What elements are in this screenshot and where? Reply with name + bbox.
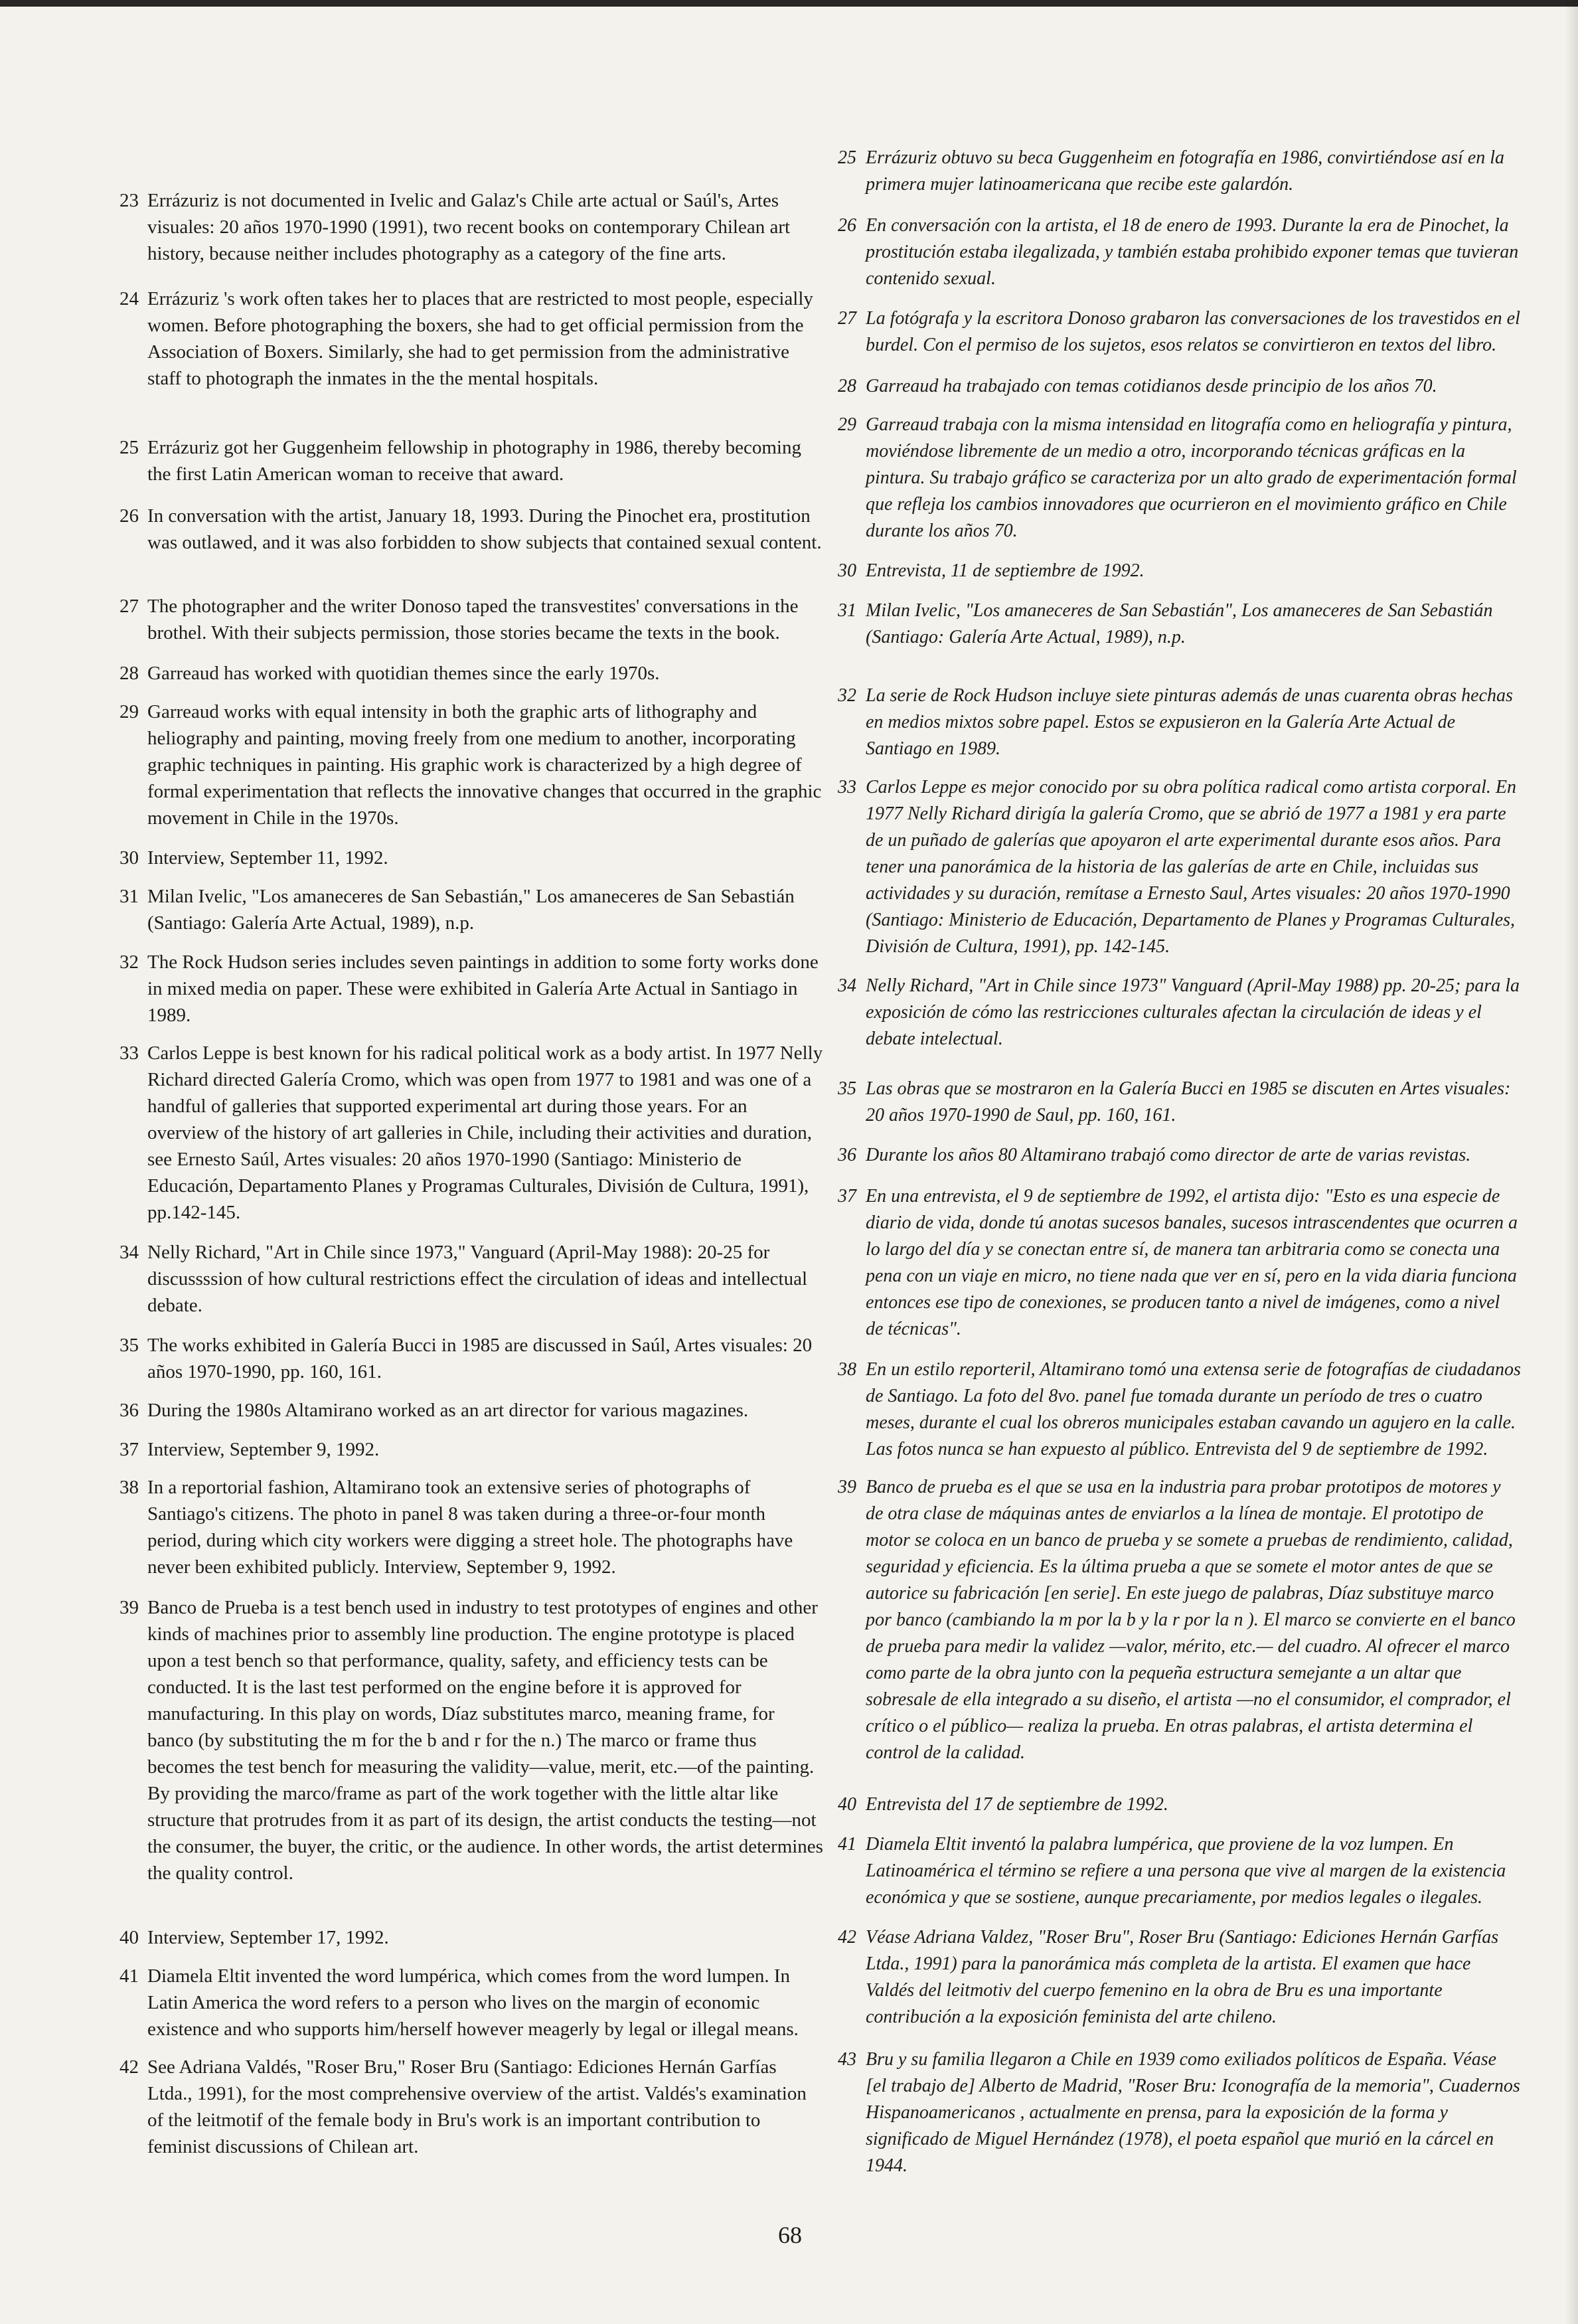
endnote-text: Nelly Richard, "Art in Chile since 1973" Vanguard (April-May 1988) pp. 20-25; para la exposición de cómo las restricciones culturales afectan la circulación de ideas y el debate intelectual. xyxy=(866,975,1520,1049)
endnote xyxy=(838,145,1522,198)
endnote-text: See Adriana Valdés, "Roser Bru," Roser Bru (Santiago: Ediciones Hernán Garfías Ltda., 1991), for the most comprehensive overview of the artist. Valdés's examination of the leitmotif of the female body in Bru's work is an important contribution to feminist discussions of Chilean art. xyxy=(147,2056,807,2157)
endnote-number: 30 xyxy=(119,847,139,869)
endnote-number: 32 xyxy=(119,952,139,973)
endnote-number: 42 xyxy=(119,2056,139,2078)
endnote-number: 42 xyxy=(838,1927,856,1948)
endnote-number: 36 xyxy=(119,1400,139,1421)
endnote-number: 40 xyxy=(119,1927,139,1948)
endnote-number: 31 xyxy=(838,600,856,621)
endnote-text: Véase Adriana Valdez, "Roser Bru", Roser Bru (Santiago: Ediciones Hernán Garfías Ltda., 1991) para la panorámica más completa de la artista. El examen que hace Valdés del leitmotiv del cuerpo femenino en la obra de Bru es una importante contribución a la exposición feminista del arte chileno. xyxy=(866,1927,1499,2027)
endnote-number: 25 xyxy=(838,147,856,168)
endnote xyxy=(838,1076,1522,1129)
endnote xyxy=(838,1924,1522,2031)
endnote xyxy=(119,187,823,267)
endnote xyxy=(119,503,823,556)
endnote-text: During the 1980s Altamirano worked as an art director for various magazines. xyxy=(147,1400,749,1421)
endnote xyxy=(838,2046,1522,2179)
endnote xyxy=(119,434,823,487)
endnote-number: 35 xyxy=(838,1078,856,1099)
page-edge-shadow xyxy=(1565,0,1578,2324)
endnote-text: En una entrevista, el 9 de septiembre de 1992, el artista dijo: "Esto es una especie de diario de vida, donde tú anotas sucesos banales, sucesos intrascendentes que ocurren a lo largo del día y se conectan entre sí, de manera tan arbitraria como se conecta una pena con un viaje en micro, no tiene nada que ver en sí, pero en la vida diaria funciona entonces ese tipo de conexiones, se producen tanto a nivel de imágenes, como a nivel de técnicas". xyxy=(866,1186,1518,1339)
endnote xyxy=(838,683,1522,762)
endnote-number: 41 xyxy=(119,1965,139,1987)
endnote xyxy=(119,845,823,871)
endnote-text: The Rock Hudson series includes seven paintings in addition to some forty works done in mixed media on paper. These were exhibited in Galería Arte Actual in Santiago in 1989. xyxy=(147,952,819,1026)
endnote xyxy=(838,1474,1522,1766)
endnote xyxy=(838,1357,1522,1463)
endnote-number: 28 xyxy=(119,663,139,684)
endnote-number: 40 xyxy=(838,1794,856,1815)
endnote xyxy=(119,1924,823,1951)
top-edge-shadow xyxy=(0,0,1578,7)
endnote-number: 37 xyxy=(119,1439,139,1460)
endnote xyxy=(838,1183,1522,1343)
endnote xyxy=(838,1791,1522,1818)
endnote-number: 37 xyxy=(838,1186,856,1206)
endnote-text: Durante los años 80 Altamirano trabajó como director de arte de varias revistas. xyxy=(866,1145,1471,1165)
endnote xyxy=(119,1040,823,1226)
endnote xyxy=(838,1831,1522,1911)
endnote xyxy=(838,774,1522,960)
endnote xyxy=(838,1142,1522,1169)
endnote-text: En un estilo reporteril, Altamirano tomó una extensa serie de fotografías de ciudadanos de Santiago. La foto del 8vo. panel fue tomada durante un período de tres o cuatro meses, durante el cual los obreros municipales estaban cavando un agujero en la calle. Las fotos nunca se han expuesto al público. Entrevista del 9 de septiembre de 1992. xyxy=(866,1359,1521,1459)
endnote xyxy=(838,558,1522,584)
endnote-number: 26 xyxy=(838,215,856,236)
endnote-text: La serie de Rock Hudson incluye siete pinturas además de unas cuarenta obras hechas en medios mixtos sobre papel. Estos se expusieron en la Galería Arte Actual de Santiago en 1989. xyxy=(866,685,1513,759)
endnote-text: Errázuriz 's work often takes her to places that are restricted to most people, especially women. Before photographing the boxers, she had to get official permission from the Association of Boxers. Similarly, she had to get permission from the administrative staff to photograph the inmates in the the mental hospitals. xyxy=(147,288,813,389)
endnote-text: En conversación con la artista, el 18 de enero de 1993. Durante la era de Pinochet, la prostitución estaba ilegalizada, y también estaba prohibido exponer temas que tuvieran contenido sexual. xyxy=(866,215,1519,289)
endnote xyxy=(838,373,1522,400)
endnote-number: 25 xyxy=(119,437,139,458)
endnote-text: Interview, September 11, 1992. xyxy=(147,847,388,869)
endnote xyxy=(838,305,1522,359)
endnote-number: 27 xyxy=(119,596,139,617)
endnote-number: 33 xyxy=(119,1042,139,1064)
endnote-number: 29 xyxy=(838,414,856,435)
endnote-text: Interview, September 9, 1992. xyxy=(147,1439,380,1460)
endnote-text: Milan Ivelic, "Los amaneceres de San Sebastián," Los amaneceres de San Sebastián (Santiago: Galería Arte Actual, 1989), n.p. xyxy=(147,886,795,934)
endnote-text: La fotógrafa y la escritora Donoso grabaron las conversaciones de los travestidos en el burdel. Con el permiso de los sujetos, esos relatos se convirtieron en textos del libro. xyxy=(866,308,1520,355)
endnote xyxy=(838,412,1522,544)
endnote-text: Garreaud has worked with quotidian themes since the early 1970s. xyxy=(147,663,660,684)
endnote-text: Entrevista, 11 de septiembre de 1992. xyxy=(866,560,1144,581)
endnote xyxy=(119,593,823,646)
endnote xyxy=(838,598,1522,651)
endnote xyxy=(119,1239,823,1319)
endnote-text: Banco de prueba es el que se usa en la industria para probar prototipos de motores y de otra clase de máquinas antes de enviarlos a la línea de montaje. El prototipo de motor se coloca en un banco de prueba y se somete a pruebas de rendimiento, calidad, seguridad y eficiencia. Es la última prueba a que se somete el motor antes de que se autorice su fabricación [en serie]. En este juego de palabras, Díaz substituye marco por banco (cambiando la m por la b y la r por la n ). El marco se convierte en el banco de prueba para medir la validez —valor, mérito, etc.— del cuadro. Al ofrecer el marco como parte de la obra junto con la pequeña estructura semejante a un altar que sobresale de ella integrado a su diseño, el artista —no el consumidor, el comprador, el crítico o el público— realiza la prueba. En otras palabras, el artista determina el control de la calidad. xyxy=(866,1477,1516,1763)
endnote-text: Entrevista del 17 de septiembre de 1992. xyxy=(866,1794,1168,1815)
endnote-text: Carlos Leppe is best known for his radical political work as a body artist. In 1977 Nelly Richard directed Galería Cromo, which was open from 1977 to 1981 and was one of a handful of galleries that supported experimental art during those years. For an overview of the history of art galleries in Chile, including their activities and duration, see Ernesto Saúl, Artes visuales: 20 años 1970-1990 (Santiago: Ministerio de Educación, Departamento Planes y Programas Culturales, División de Cultura, 1991), pp.142-145. xyxy=(147,1042,823,1223)
endnote-text: Bru y su familia llegaron a Chile en 1939 como exiliados políticos de España. Véase [el trabajo de] Alberto de Madrid, "Roser Bru: Iconografía de la memoria", Cuadernos Hispanoamericanos , actualmente en prensa, para la exposición de la forma y significado de Miguel Hernández (1978), el poeta español que murió en la cárcel en 1944. xyxy=(866,2049,1520,2176)
endnote-text: Diamela Eltit invented the word lumpérica, which comes from the word lumpen. In Latin America the word refers to a person who lives on the margin of economic existence and who supports him/herself however meagerly by legal or illegal means. xyxy=(147,1965,799,2040)
endnote xyxy=(119,1963,823,2042)
endnote-number: 34 xyxy=(119,1242,139,1263)
endnote-text: Nelly Richard, "Art in Chile since 1973," Vanguard (April-May 1988): 20-25 for discussssion of how cultural restrictions effect the circulation of ideas and intellectual debate. xyxy=(147,1242,808,1316)
endnote-text: Diamela Eltit inventó la palabra lumpérica, que proviene de la voz lumpen. En Latinoamérica el término se refiere a una persona que vive al margen de la existencia económica y que se sostiene, aunque precariamente, por medios legales o ilegales. xyxy=(866,1834,1506,1908)
endnote-text: Milan Ivelic, "Los amaneceres de San Sebastián", Los amaneceres de San Sebastián (Santiago: Galería Arte Actual, 1989), n.p. xyxy=(866,600,1493,647)
endnote xyxy=(119,1332,823,1385)
endnote-number: 26 xyxy=(119,505,139,527)
endnote-text: Errázuriz got her Guggenheim fellowship in photography in 1986, thereby becoming the first Latin American woman to receive that award. xyxy=(147,437,801,485)
endnote xyxy=(119,949,823,1029)
endnote xyxy=(119,286,823,392)
endnote-number: 31 xyxy=(119,886,139,907)
endnote-text: Garreaud works with equal intensity in both the graphic arts of lithography and heliography and painting, moving freely from one medium to another, incorporating graphic techniques in painting. His graphic work is characterized by a high degree of formal experimentation that reflects the innovative changes that occurred in the graphic movement in Chile in the 1970s. xyxy=(147,701,822,829)
endnote-text: The works exhibited in Galería Bucci in 1985 are discussed in Saúl, Artes visuales: 20 años 1970-1990, pp. 160, 161. xyxy=(147,1335,813,1382)
endnote-text: Carlos Leppe es mejor conocido por su obra política radical como artista corporal. En 1977 Nelly Richard dirigía la galería Cromo, que se abrió de 1977 a 1981 y era parte de un puñado de galerías que apoyaron el arte experimental durante esos años. Para tener una panorámica de la historia de las galerías de arte en Chile, incluidas sus actividades y su duración, remítase a Ernesto Saul, Artes visuales: 20 años 1970-1990 (Santiago: Ministerio de Educación, Departamento de Planes y Programas Culturales, División de Cultura, 1991), pp. 142-145. xyxy=(866,777,1516,957)
endnote-text: Banco de Prueba is a test bench used in industry to test prototypes of engines and other kinds of machines prior to assembly line production. The engine prototype is placed upon a test bench so that performance, quality, safety, and efficiency tests can be conducted. It is the last test performed on the engine before it is approved for manufacturing. In this play on words, Díaz substitutes marco, meaning frame, for banco (by substituting the m for the b and r for the n.) The marco or frame thus becomes the test bench for measuring the validity—value, merit, etc.—of the painting. By providing the marco/frame as part of the work together with the little altar like structure that protrudes from it as part of its design, the artist conducts the testing—not the consumer, the buyer, the critic, or the audience. In other words, the artist determines the quality control. xyxy=(147,1597,823,1884)
endnote-text: Interview, September 17, 1992. xyxy=(147,1927,389,1948)
endnote xyxy=(119,1474,823,1580)
endnote-number: 39 xyxy=(119,1597,139,1618)
page-number: 68 xyxy=(778,2222,802,2248)
endnote xyxy=(119,1397,823,1424)
endnote-number: 30 xyxy=(838,560,856,581)
endnote-number: 29 xyxy=(119,701,139,722)
endnote-number: 36 xyxy=(838,1145,856,1165)
endnote-text: The photographer and the writer Donoso taped the transvestites' conversations in the brothel. With their subjects permission, those stories became the texts in the book. xyxy=(147,596,799,643)
endnote-number: 34 xyxy=(838,975,856,996)
endnote xyxy=(119,2054,823,2160)
endnote-text: Errázuriz is not documented in Ivelic and Galaz's Chile arte actual or Saúl's, Artes visuales: 20 años 1970-1990 (1991), two recent books on contemporary Chilean art history, because neither includes photography as a category of the fine arts. xyxy=(147,190,791,264)
endnote-number: 32 xyxy=(838,685,856,706)
endnote-text: Errázuriz obtuvo su beca Guggenheim en fotografía en 1986, convirtiéndose así en la primera mujer latinoamericana que recibe este galardón. xyxy=(866,147,1504,195)
endnote xyxy=(119,660,823,687)
endnote-text: In conversation with the artist, January 18, 1993. During the Pinochet era, prostitution was outlawed, and it was also forbidden to show subjects that contained sexual content. xyxy=(147,505,822,553)
endnote-number: 35 xyxy=(119,1335,139,1356)
endnote-number: 33 xyxy=(838,777,856,797)
endnote-text: Las obras que se mostraron en la Galería Bucci en 1985 se discuten en Artes visuales: 20 años 1970-1990 de Saul, pp. 160, 161. xyxy=(866,1078,1511,1125)
endnote-text: In a reportorial fashion, Altamirano took an extensive series of photographs of Santiago's citizens. The photo in panel 8 was taken during a three-or-four month period, during which city workers were digging a street hole. The photographs have never been exhibited publicly. Interview, September 9, 1992. xyxy=(147,1477,793,1578)
endnote-number: 24 xyxy=(119,288,139,309)
endnote-number: 43 xyxy=(838,2049,856,2070)
endnote-number: 27 xyxy=(838,308,856,329)
endnote-text: Garreaud trabaja con la misma intensidad en litografía como en heliografía y pintura, moviéndose libremente de un medio a otro, incorporando técnicas gráficas en la pintura. Su trabajo gráfico se caracteriza por un alto grado de experimentación formal que refleja los cambios innovadores que ocurrieron en el movimiento gráfico en Chile durante los años 70. xyxy=(866,414,1517,541)
endnote-number: 28 xyxy=(838,376,856,396)
endnote xyxy=(838,973,1522,1052)
endnote-number: 23 xyxy=(119,190,139,211)
endnote xyxy=(119,699,823,831)
endnote xyxy=(119,1436,823,1463)
endnote-text: Garreaud ha trabajado con temas cotidianos desde principio de los años 70. xyxy=(866,376,1437,396)
endnote xyxy=(838,212,1522,292)
endnote xyxy=(119,1594,823,1886)
endnote-number: 41 xyxy=(838,1834,856,1855)
endnote-number: 38 xyxy=(119,1477,139,1498)
endnote xyxy=(119,883,823,936)
endnote-number: 38 xyxy=(838,1359,856,1380)
endnote-number: 39 xyxy=(838,1477,856,1497)
